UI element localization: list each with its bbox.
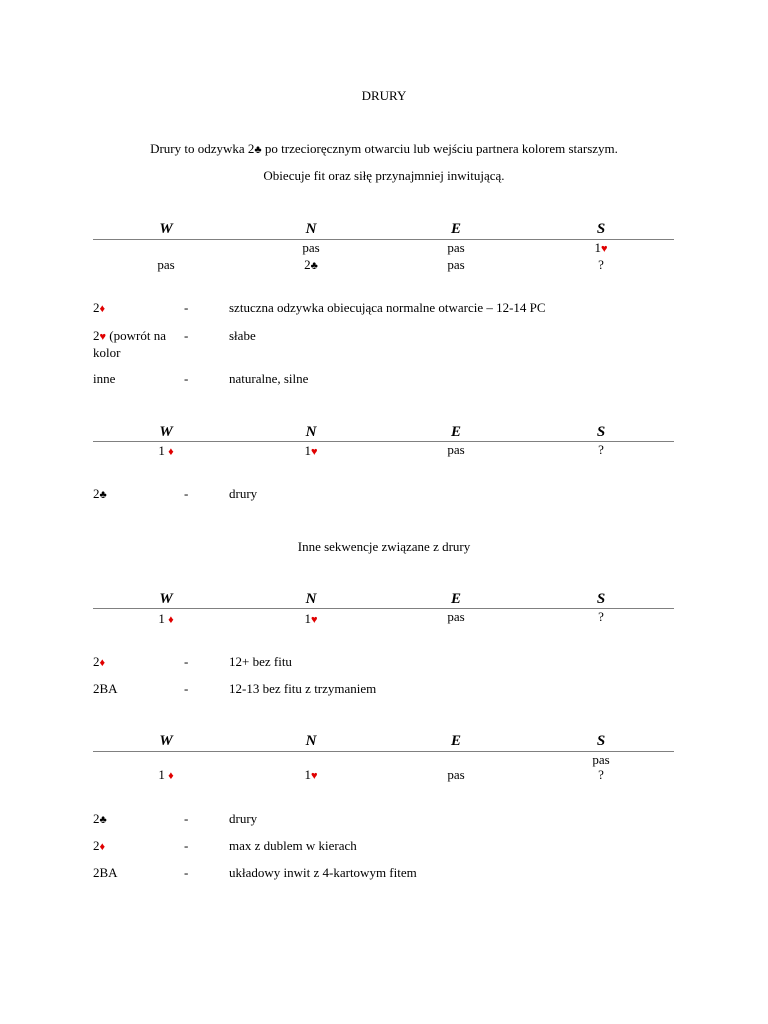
bid-cell: 1 ♦: [158, 443, 174, 458]
diamond-icon: ♦: [168, 770, 174, 782]
meaning-text: drury: [229, 486, 258, 501]
header-n: N: [305, 221, 317, 237]
bid-cell: 1♥: [304, 767, 318, 782]
header-w: W: [159, 733, 173, 749]
intro-line-2: Obiecuje fit oraz siłę przynajmniej inwitującą.: [263, 168, 505, 183]
bid-cell: 1♥: [594, 240, 608, 255]
header-e: E: [450, 591, 461, 607]
meaning-bid: 2♣: [93, 811, 107, 826]
bid-cell: ?: [598, 767, 604, 782]
meaning-text: 12-13 bez fitu z trzymaniem: [229, 681, 377, 696]
meaning-dash: -: [184, 681, 189, 696]
diamond-icon: ♦: [99, 841, 106, 853]
bid-cell: 1♥: [304, 443, 318, 458]
heart-icon: ♥: [310, 614, 318, 626]
meaning-bid: 2♣: [93, 486, 107, 501]
header-e: E: [450, 733, 461, 749]
meaning-dash: -: [184, 811, 189, 826]
intro-line-1: Drury to odzywka 2♣ po trzecioręcznym otwarciu lub wejściu partnera kolorem starszym.: [150, 141, 618, 156]
bid-cell: 2♣: [304, 257, 318, 272]
meaning-dash: -: [184, 328, 189, 343]
club-icon: ♣: [254, 144, 262, 156]
meaning-bid: 2♦: [93, 838, 106, 853]
bid-cell: pas: [592, 752, 610, 767]
meaning-bid: 2♦: [93, 300, 106, 315]
meaning-bid: 2BA: [93, 865, 118, 880]
bid-cell: pas: [447, 767, 465, 782]
bid-cell: 1 ♦: [158, 611, 174, 626]
meaning-text: drury: [229, 811, 258, 826]
header-e: E: [450, 424, 461, 440]
bid-cell: ?: [598, 442, 604, 457]
meaning-text: naturalne, silne: [229, 371, 309, 386]
section-subtitle: Inne sekwencje związane z drury: [297, 539, 471, 554]
bid-cell: pas: [157, 257, 175, 272]
bid-cell: pas: [447, 442, 465, 457]
bid-cell: pas: [302, 240, 320, 255]
heart-icon: ♥: [310, 770, 318, 782]
club-icon: ♣: [99, 489, 107, 501]
bid-cell: ?: [598, 609, 604, 624]
meaning-dash: -: [184, 371, 189, 386]
heart-icon: ♥: [99, 331, 107, 343]
header-s: S: [596, 591, 606, 607]
bid-cell: pas: [447, 257, 465, 272]
heart-icon: ♥: [310, 446, 318, 458]
meaning-bid: 2♦: [93, 654, 106, 669]
meaning-text: układowy inwit z 4-kartowym fitem: [229, 865, 417, 880]
meaning-dash: -: [184, 865, 189, 880]
club-icon: ♣: [99, 814, 107, 826]
meaning-dash: -: [184, 486, 189, 501]
header-n: N: [305, 424, 317, 440]
header-w: W: [159, 221, 173, 237]
diamond-icon: ♦: [99, 657, 106, 669]
bid-cell: ?: [598, 257, 604, 272]
diamond-icon: ♦: [99, 303, 106, 315]
diamond-icon: ♦: [168, 446, 174, 458]
meaning-bid: inne: [93, 371, 116, 386]
meaning-dash: -: [184, 838, 189, 853]
club-icon: ♣: [310, 260, 318, 272]
document-title: DRURY: [361, 88, 407, 103]
heart-icon: ♥: [600, 243, 608, 255]
meaning-text: max z dublem w kierach: [229, 838, 357, 853]
bid-cell: pas: [447, 609, 465, 624]
header-s: S: [596, 221, 606, 237]
meaning-dash: -: [184, 300, 189, 315]
header-n: N: [305, 591, 317, 607]
header-s: S: [596, 733, 606, 749]
meaning-text: słabe: [229, 328, 256, 343]
bid-cell: pas: [447, 240, 465, 255]
diamond-icon: ♦: [168, 614, 174, 626]
header-e: E: [450, 221, 461, 237]
header-w: W: [159, 424, 173, 440]
bid-cell: 1 ♦: [158, 767, 174, 782]
meaning-text: sztuczna odzywka obiecująca normalne otwarcie – 12-14 PC: [229, 300, 546, 315]
meaning-bid: 2BA: [93, 681, 118, 696]
bid-cell: 1♥: [304, 611, 318, 626]
meaning-text: 12+ bez fitu: [229, 654, 292, 669]
header-s: S: [596, 424, 606, 440]
meaning-bid: 2♥ (powrót na kolor: [93, 328, 166, 360]
header-w: W: [159, 591, 173, 607]
meaning-dash: -: [184, 654, 189, 669]
header-n: N: [305, 733, 317, 749]
